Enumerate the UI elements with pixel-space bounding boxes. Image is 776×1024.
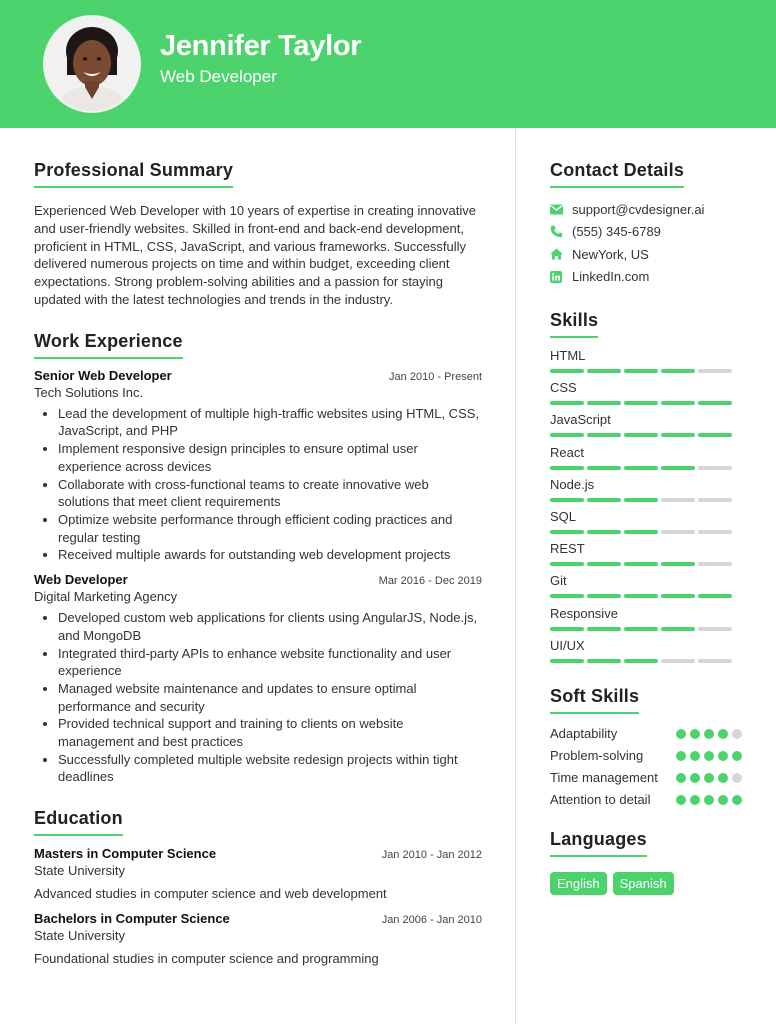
skill-level-segment (661, 401, 695, 405)
education-section (34, 808, 482, 966)
languages-heading: Languages (550, 829, 647, 857)
skill-level-segment (550, 498, 584, 502)
soft-skill-rating (676, 729, 742, 739)
bullet-item: • Collaborate with cross-functional teams to create innovative web solutions that meet client requirements (58, 476, 482, 511)
bullet-item: • Received multiple awards for outstanding web development projects (58, 546, 482, 564)
skill-level-segment (624, 466, 658, 470)
rating-dot (690, 751, 700, 761)
rating-dot (732, 729, 742, 739)
rating-dot (704, 795, 714, 805)
rating-dot (676, 773, 686, 783)
contact-email[interactable] (550, 198, 742, 221)
rating-dot (718, 795, 728, 805)
bullet-item: • Successfully completed multiple website redesign projects within tight deadlines (58, 751, 482, 786)
skill-level-segment (587, 530, 621, 534)
soft-skill-name: Attention to detail (550, 791, 651, 807)
skill-level-segment (624, 594, 658, 598)
skill-item (550, 606, 742, 638)
skill-level-segment (624, 659, 658, 663)
candidate-title: Web Developer (160, 67, 277, 86)
skill-name: JavaScript (550, 412, 611, 428)
soft-skills-section (550, 686, 742, 809)
skill-level-bar (550, 466, 742, 470)
skill-item (550, 412, 742, 444)
rating-dot (732, 751, 742, 761)
skill-name: REST (550, 541, 585, 557)
skill-level-segment (550, 627, 584, 631)
bullet-item: • Integrated third-party APIs to enhance website functionality and user experience (58, 645, 482, 680)
skill-name: CSS (550, 380, 577, 396)
home-icon (550, 248, 572, 260)
skill-level-segment (661, 562, 695, 566)
skill-name: SQL (550, 508, 577, 524)
summary-heading: Professional Summary (34, 160, 233, 188)
job-entry (34, 572, 482, 786)
soft-skill-rating (676, 795, 742, 805)
skill-level-segment (661, 594, 695, 598)
skill-level-segment (661, 433, 695, 437)
rating-dot (718, 729, 728, 739)
skills-heading: Skills (550, 310, 598, 338)
rating-dot (690, 729, 700, 739)
skill-level-segment (624, 369, 658, 373)
skill-level-bar (550, 369, 742, 373)
contact-phone[interactable] (550, 221, 742, 244)
contact-linkedin-text: LinkedIn.com (572, 269, 650, 285)
skill-level-bar (550, 627, 742, 631)
main-column (34, 160, 482, 966)
skill-level-bar (550, 659, 742, 663)
contact-linkedin[interactable] (550, 266, 742, 289)
contact-section (550, 160, 742, 288)
skill-level-segment (587, 659, 621, 663)
skill-level-segment (661, 659, 695, 663)
bullet-item: • Implement responsive design principles to ensure optimal user experience across devices (58, 440, 482, 475)
contact-phone-text: (555) 345-6789 (572, 224, 661, 240)
profile-photo (43, 15, 141, 113)
skill-item (550, 348, 742, 380)
contact-email-text: support@cvdesigner.ai (572, 201, 705, 217)
soft-skills-list (550, 725, 742, 809)
soft-skill-rating (676, 751, 742, 761)
experience-heading: Work Experience (34, 331, 183, 359)
skill-level-segment (624, 562, 658, 566)
skill-level-segment (698, 433, 732, 437)
skill-level-bar (550, 562, 742, 566)
soft-skill-name: Problem-solving (550, 747, 644, 763)
rating-dot (690, 773, 700, 783)
bullet-item: • Optimize website performance through efficient coding practices and regular testing (58, 511, 482, 546)
skill-level-segment (624, 530, 658, 534)
rating-dot (718, 751, 728, 761)
job-dates: Jan 2010 - Present (389, 370, 482, 383)
skill-level-segment (698, 659, 732, 663)
rating-dot (704, 773, 714, 783)
skill-level-bar (550, 401, 742, 405)
skill-level-segment (698, 498, 732, 502)
skill-item (550, 638, 742, 670)
language-badge: Spanish (613, 872, 674, 895)
skill-item (550, 509, 742, 541)
soft-skill-item (550, 791, 742, 809)
rating-dot (676, 751, 686, 761)
soft-skill-item (550, 769, 742, 787)
skill-level-segment (550, 369, 584, 373)
rating-dot (690, 795, 700, 805)
bullet-item: • Provided technical support and training to clients on website management and best practices (58, 715, 482, 750)
skill-item (550, 573, 742, 605)
experience-section (34, 331, 482, 786)
skill-level-segment (587, 498, 621, 502)
rating-dot (676, 729, 686, 739)
languages-list (550, 872, 742, 895)
skill-level-bar (550, 594, 742, 598)
skills-section (550, 310, 742, 670)
rating-dot (718, 773, 728, 783)
linkedin-icon (550, 271, 572, 283)
skills-list (550, 348, 742, 670)
education-heading: Education (34, 808, 123, 836)
soft-skill-rating (676, 773, 742, 783)
skill-level-segment (587, 401, 621, 405)
skill-level-segment (587, 627, 621, 631)
rating-dot (704, 751, 714, 761)
skill-level-segment (698, 369, 732, 373)
skill-level-bar (550, 498, 742, 502)
skill-level-segment (661, 466, 695, 470)
education-description: Foundational studies in computer science and programming (34, 951, 379, 967)
skill-level-segment (698, 562, 732, 566)
skill-level-segment (587, 369, 621, 373)
skill-level-segment (698, 401, 732, 405)
job-bullets (34, 405, 482, 564)
skill-level-segment (550, 401, 584, 405)
education-dates: Jan 2010 - Jan 2012 (381, 849, 482, 862)
job-title: Senior Web Developer (34, 367, 172, 383)
languages-section (550, 829, 742, 895)
skill-level-segment (661, 627, 695, 631)
skill-item (550, 477, 742, 509)
skill-level-segment (624, 627, 658, 631)
bullet-item: • Lead the development of multiple high-traffic websites using HTML, CSS, JavaScript, and PHP (58, 405, 482, 440)
skill-name: UI/UX (550, 637, 585, 653)
contact-location (550, 243, 742, 266)
skill-item (550, 541, 742, 573)
skill-level-segment (550, 433, 584, 437)
skill-level-segment (550, 466, 584, 470)
soft-skill-name: Time management (550, 769, 658, 785)
skill-level-segment (550, 594, 584, 598)
job-dates: Mar 2016 - Dec 2019 (378, 575, 482, 588)
skill-name: Responsive (550, 605, 618, 621)
skill-level-segment (698, 530, 732, 534)
phone-icon (550, 225, 572, 238)
soft-skill-item (550, 747, 742, 765)
skill-level-segment (624, 433, 658, 437)
rating-dot (732, 773, 742, 783)
degree-title: Bachelors in Computer Science (34, 911, 230, 927)
skill-name: Node.js (550, 476, 595, 492)
skill-level-segment (550, 659, 584, 663)
contact-heading: Contact Details (550, 160, 684, 188)
skill-level-segment (587, 433, 621, 437)
skill-level-segment (550, 562, 584, 566)
skill-level-segment (661, 498, 695, 502)
soft-skills-heading: Soft Skills (550, 686, 639, 714)
skill-name: HTML (550, 348, 586, 363)
summary-text: Experienced Web Developer with 10 years of expertise in creating innovative and user-friendly websites. Skilled in front-end and back-end development, proficient in HTML, CSS, JavaScript, and various frameworks. Successfully delivered numerous projects on time and within budget, exceeding client expectations. Strong problem-solving abilities and a passion for staying updated with the latest technologies and trends in the industry. (34, 203, 476, 307)
skill-level-segment (587, 594, 621, 598)
skill-level-segment (661, 530, 695, 534)
language-badge: English (550, 872, 607, 895)
skill-item (550, 380, 742, 412)
skill-level-segment (624, 401, 658, 405)
degree-title: Masters in Computer Science (34, 846, 217, 862)
skill-level-bar (550, 433, 742, 437)
skill-level-segment (550, 530, 584, 534)
skill-level-segment (698, 466, 732, 470)
job-company: Digital Marketing Agency (34, 589, 178, 605)
bullet-item: • Managed website maintenance and updates to ensure optimal performance and security (58, 680, 482, 715)
soft-skill-item (550, 725, 742, 743)
skill-name: React (550, 444, 584, 460)
skill-level-segment (661, 369, 695, 373)
skill-level-segment (698, 594, 732, 598)
header-banner (0, 0, 776, 128)
skill-level-segment (587, 562, 621, 566)
skill-level-segment (587, 466, 621, 470)
job-entry (34, 368, 482, 564)
skill-item (550, 445, 742, 477)
sidebar-column (550, 160, 742, 895)
summary-section (34, 160, 482, 309)
school-name: State University (34, 863, 126, 879)
education-entry (34, 846, 482, 901)
job-title: Web Developer (34, 572, 128, 588)
column-divider (515, 128, 516, 1024)
candidate-name: Jennifer Taylor (160, 30, 362, 62)
profile-photo-image (45, 17, 139, 111)
skill-level-segment (624, 498, 658, 502)
soft-skill-name: Adaptability (550, 725, 618, 741)
job-bullets (34, 609, 482, 786)
envelope-icon (550, 204, 572, 215)
job-company: Tech Solutions Inc. (34, 384, 144, 400)
rating-dot (676, 795, 686, 805)
contact-location-text: NewYork, US (572, 246, 649, 262)
education-dates: Jan 2006 - Jan 2010 (381, 914, 482, 927)
skill-level-segment (698, 627, 732, 631)
rating-dot (704, 729, 714, 739)
education-description: Advanced studies in computer science and web development (34, 886, 387, 902)
skill-name: Git (550, 573, 567, 589)
rating-dot (732, 795, 742, 805)
skill-level-bar (550, 530, 742, 534)
bullet-item: • Developed custom web applications for clients using AngularJS, Node.js, and MongoDB (58, 609, 482, 644)
education-entry (34, 911, 482, 966)
school-name: State University (34, 928, 126, 944)
